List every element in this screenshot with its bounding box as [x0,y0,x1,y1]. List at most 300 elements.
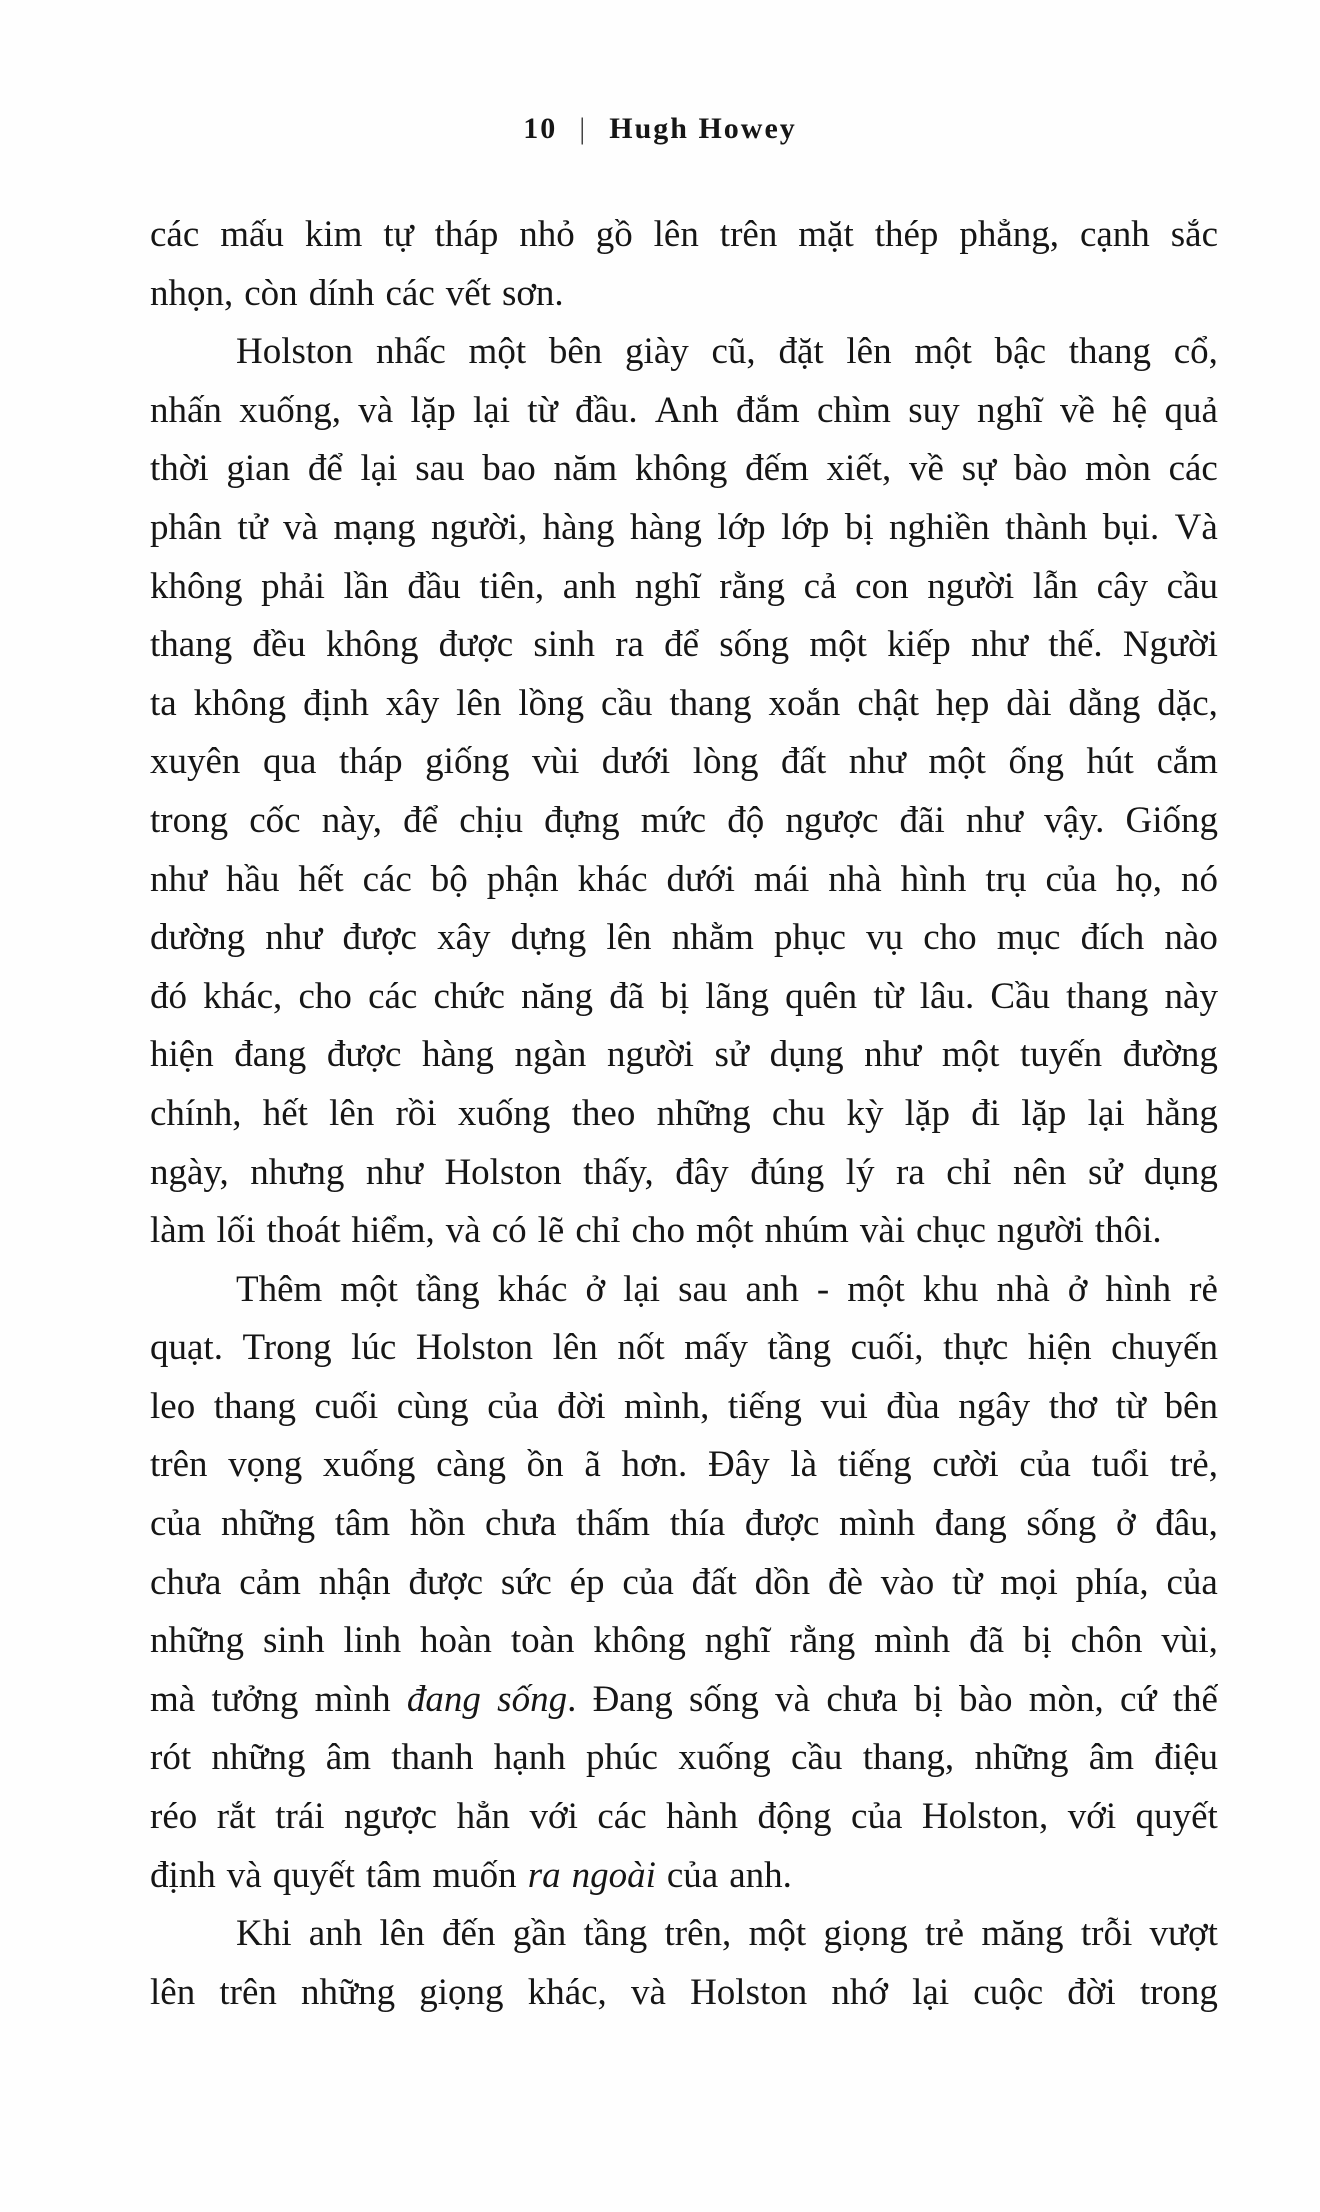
word: mình [874,1620,951,1662]
emphasis: ngoài [571,1854,656,1896]
word: định [150,1854,216,1896]
word: tầng [767,1327,832,1369]
word: được [326,1034,402,1076]
word: dưới [666,858,735,900]
word: xây [385,682,440,724]
word: thôi. [1094,1210,1162,1252]
word: hằng [1145,1092,1218,1134]
text-line [150,851,1218,910]
word: nhà [996,1268,1050,1310]
word: lên [653,214,699,255]
word: trên, [664,1913,732,1955]
word: sử [1087,1151,1123,1193]
word: mục [996,917,1061,959]
word: tưởng [211,1678,299,1720]
word: lặp [1021,1092,1067,1134]
word: vùi [531,741,580,783]
word: âm [1088,1737,1134,1779]
word: của [666,1854,719,1896]
word: chưa [485,1503,557,1545]
word: đặt [778,331,824,373]
word: bộ [430,858,468,900]
text-line [150,1495,1218,1554]
word: nghĩ [976,389,1043,431]
word: chịu [459,799,523,841]
word: nhằm [671,917,754,959]
word: cầu [791,1737,843,1779]
word [572,1847,656,1906]
word: nhỏ [519,214,575,255]
word: là [790,1444,818,1486]
word: những [974,1737,1069,1779]
word: chính, [150,1092,242,1134]
word: sử [714,1034,749,1076]
word: hàng [629,506,702,548]
word: khác, [203,975,283,1017]
word: từ [952,1561,983,1603]
word: hết [298,858,344,900]
word: nghĩ [634,565,701,607]
word: kiếp [887,624,951,666]
word: đãi [899,799,945,841]
word: Và [1174,506,1218,548]
word: mạng [333,506,416,548]
word: hàng [542,506,615,548]
word: thanh [391,1737,474,1779]
word: dường [150,917,246,959]
word: thế. [1048,624,1103,666]
word: bào [959,1678,1013,1720]
word: anh [562,565,617,607]
word: của [487,1385,539,1427]
word: tuyến [1019,1034,1103,1076]
word: lâu. [919,975,975,1017]
word: quên [785,975,858,1017]
word: rót [150,1737,192,1779]
word: nghĩ [704,1620,771,1662]
word: đất [691,1561,737,1603]
word: làm [150,1210,206,1252]
word: ta [150,682,177,724]
word: các [1168,448,1218,490]
text-line [150,1085,1218,1144]
word: Anh [654,389,719,431]
word: người [927,565,1015,607]
word: không [150,565,243,607]
word: lại [473,389,510,431]
word: Holston [444,1151,562,1193]
word: dưới [601,741,671,783]
text-line [150,1964,1218,2023]
word: lên [329,1092,375,1134]
text-line [150,1905,1218,1964]
word: khác, [527,1971,607,2013]
word: như [265,917,323,959]
word: thang, [862,1737,955,1779]
word: nghiền [889,506,990,548]
page-number: 10 [523,112,558,145]
word: lặp [410,389,456,431]
word: cho [631,1210,685,1252]
word: trên [219,1971,277,2013]
word: thang [1068,331,1151,373]
text-line [150,1612,1218,1671]
word: lại [1087,1092,1125,1134]
word: lẫn [1032,565,1078,607]
word: các [368,975,418,1017]
word: càng [436,1444,506,1486]
word: họ, [1115,858,1162,900]
word: cuối [314,1385,379,1427]
word: một [695,1210,754,1252]
word: dằng [1068,682,1141,724]
word: đúng [750,1151,825,1193]
word: lý [845,1151,875,1193]
word: Khi [236,1913,292,1955]
word: ở [1067,1268,1088,1310]
word: hiện [1027,1327,1092,1369]
word: ngàn [514,1034,587,1076]
word: còn [244,272,298,314]
word: cạnh [1079,214,1150,255]
word: giọng [419,1971,504,2013]
word: những [656,1092,751,1134]
word: một [468,331,527,373]
word: cầu [601,682,653,724]
word: từ [527,389,558,431]
word: muốn [432,1854,517,1896]
word: của [851,1796,903,1838]
word: tiếng [727,1385,802,1427]
word: sinh [533,624,596,666]
word: của [1166,1561,1218,1603]
word: chìm [816,389,891,431]
word: trụ [985,858,1027,900]
emphasis: ra [527,1854,561,1896]
word: đường [1122,1034,1218,1076]
word: của [1045,858,1097,900]
word: chưa [826,1678,898,1720]
word: con [855,565,909,607]
word: khác [577,858,648,900]
word: bên [548,331,603,373]
word: một [928,741,986,783]
word: anh [745,1268,799,1310]
word: một [748,1913,807,1955]
word: mức [640,799,707,841]
word: thực [943,1327,1009,1369]
text-line [150,323,1218,382]
word: một [914,331,972,373]
word: vụ [866,917,904,959]
word: từ [873,975,904,1017]
running-head [0,112,1320,146]
word: ở [1115,1503,1136,1545]
word: đời [557,1385,606,1427]
word: thang [150,624,233,666]
word: bên [1164,1385,1218,1427]
word: sống. [497,1678,577,1720]
word: quạt. [150,1327,223,1369]
word: trên [150,1444,208,1486]
word: ngược [785,799,879,841]
word: đựng [544,799,620,841]
word: khu [922,1268,979,1310]
word: và [445,1210,481,1252]
word: ngược [344,1796,438,1838]
word: vui [820,1385,868,1427]
word: bao [482,448,536,490]
emphasis: đang [406,1678,481,1720]
word: mòn, [1028,1678,1104,1720]
word: xoắn [768,682,841,724]
word: chỉ [946,1151,992,1193]
word: để [403,799,439,841]
word: ở [585,1268,606,1310]
word: không [593,1620,686,1662]
word: tiên, [479,565,545,607]
word: nào [1164,917,1218,959]
word: Holston, [921,1796,1049,1838]
word: năng [521,975,594,1017]
word: chưa [150,1561,222,1603]
word: thang [669,682,752,724]
word: sắc [1170,214,1218,255]
word: Holston [415,1327,534,1369]
word: các [597,1796,647,1838]
word: đi [971,1092,1000,1134]
word: bậc [994,331,1047,373]
header-separator: | [579,112,588,145]
word: lên [552,1327,598,1369]
word: để [664,624,700,666]
word: theo [571,1092,636,1134]
word: vượt [1149,1913,1218,1955]
word: tâm [334,1503,391,1545]
word: Trong [242,1327,332,1369]
word: hơn. [621,1444,688,1486]
word: như [970,624,1029,666]
word: như [864,1034,922,1076]
word: hàng [421,1034,494,1076]
text-line [150,733,1218,792]
word: năm [553,448,618,490]
word: lại [623,1268,661,1310]
word: đích [1080,917,1145,959]
word: ống [1008,741,1064,783]
word: Holston [690,1971,808,2013]
word: bị [660,975,690,1017]
word: giọng [823,1913,908,1955]
word: người [607,1034,694,1076]
word: tháp [338,741,403,783]
word: bị [913,1678,943,1720]
word: nhà [828,858,882,900]
word: sinh [262,1620,325,1662]
word: được [438,624,514,666]
word: những [221,1503,316,1545]
word: nhấc [375,331,446,373]
word: rằng [789,1620,856,1662]
word: một [809,624,867,666]
word: Thêm [236,1268,323,1310]
word: định [303,682,369,724]
word [407,1671,481,1730]
word: gần [512,1913,567,1955]
word: anh. [729,1854,792,1896]
word: bào [1013,448,1068,490]
word: mà [150,1678,196,1720]
word: réo [150,1796,198,1838]
word: - [816,1268,830,1310]
word: đã [609,975,645,1017]
word: người [996,1210,1084,1252]
word: linh [343,1620,402,1662]
word: cũ, [711,331,756,373]
word: mái [753,858,810,900]
word: lớp [717,506,766,548]
word: anh [308,1913,363,1955]
word: Giống [1125,799,1218,841]
word: một [340,1268,398,1310]
word: chức [433,975,505,1017]
word: chật [857,682,919,724]
word: sau [415,448,465,490]
word: của [622,1561,674,1603]
word: lúc [351,1327,397,1369]
word: vào [880,1561,935,1603]
word: những [150,1620,245,1662]
word: độ [727,799,765,841]
word: vùi, [1161,1620,1218,1662]
word: thế [1172,1678,1218,1720]
text-line [150,1144,1218,1203]
word: mình [839,1503,916,1545]
word: cùng [396,1385,469,1427]
word: âm [325,1737,371,1779]
word: rồi [395,1092,437,1134]
word: chu [771,1092,826,1134]
word: hiểm, [351,1210,435,1252]
word: trái [275,1796,325,1838]
text-line [150,616,1218,675]
word: lối [216,1210,256,1252]
word: phúc [586,1737,658,1779]
text-line [150,440,1218,499]
word: phải [261,565,325,607]
word: trẻ [925,1913,965,1955]
word: bụi. [1102,506,1160,548]
word: phận [486,858,559,900]
word: giày [625,331,689,373]
word: lên [606,917,652,959]
word: không [193,682,287,724]
word: hồn [409,1503,466,1545]
word: lên [379,1913,425,1955]
word: với [529,1796,578,1838]
word: bị [1022,1620,1052,1662]
word: thành [1005,506,1088,548]
word: xây [437,917,491,959]
word: này [1164,975,1218,1017]
word: từ [1115,1385,1146,1427]
word: phía, [1075,1561,1149,1603]
word: rắt [216,1796,256,1838]
word: xiết, [826,448,892,490]
word: hút [1086,741,1134,783]
word: xuống [322,1444,416,1486]
text-line [150,1554,1218,1613]
word: quyết [272,1854,355,1896]
word: Cầu [990,975,1050,1017]
word: và [358,389,394,431]
word: suy [908,389,960,431]
text-line [150,1261,1218,1320]
word: lãng [705,975,769,1017]
word: lòng [692,741,759,783]
word: này, [321,799,383,841]
word: hạnh [493,1737,566,1779]
text-line [150,558,1218,617]
word: cho [298,975,352,1017]
word: sống [688,1678,759,1720]
word: thấy, [583,1151,654,1193]
word: ồn [526,1444,564,1486]
word: gian [226,448,291,490]
word: nhưng [250,1151,345,1193]
word: dồn [754,1561,811,1603]
text-line [150,968,1218,1027]
word: ngày, [150,1151,229,1193]
word: dựng [510,917,587,959]
word: tầng [415,1268,480,1310]
word: thời [150,448,209,490]
word: đây [675,1151,729,1193]
word: cứ [1119,1678,1157,1720]
word: nốt [617,1327,665,1369]
word: ra [615,624,644,666]
word: gồ [595,214,633,255]
word: hình [900,858,967,900]
word: được [744,1503,820,1545]
word: ngây [958,1385,1031,1427]
word: thép [874,214,939,255]
word: sơn. [501,272,564,314]
word: cây [1096,565,1148,607]
word: nên [1012,1151,1067,1193]
text-line [150,1729,1218,1788]
word: đất [781,741,827,783]
word: được [342,917,417,959]
word: lẽ [537,1210,565,1252]
word: và [630,1971,666,2013]
word: hẳn [456,1796,511,1838]
word: với [1067,1796,1117,1838]
word: ép [569,1561,605,1603]
word: lên [150,1971,196,2013]
text-line [150,1202,1218,1261]
word: trỗi [1080,1913,1133,1955]
word: sống [1026,1503,1097,1545]
word: đời [1067,1971,1116,2013]
word: rằng [719,565,786,607]
word: giống [425,741,510,783]
word: cốc [249,799,301,841]
word: có [491,1210,527,1252]
word: không [634,448,728,490]
word: trên [719,214,778,255]
word: thang [1066,975,1149,1017]
